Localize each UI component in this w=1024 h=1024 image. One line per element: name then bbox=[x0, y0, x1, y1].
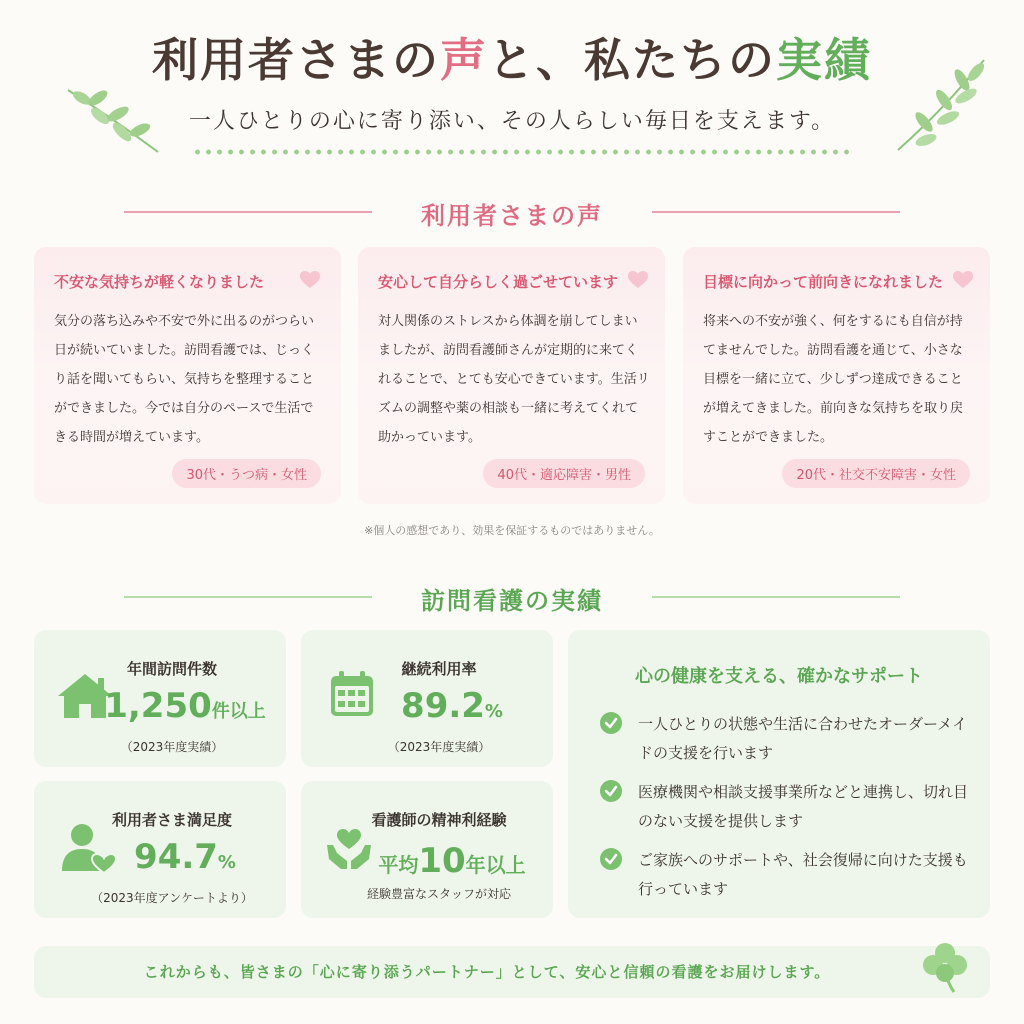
testimonial-card bbox=[358, 247, 665, 504]
clover-icon bbox=[920, 940, 970, 996]
dotted-divider bbox=[192, 148, 852, 156]
leaf-branch-left-icon bbox=[60, 80, 170, 160]
support-title: 心の健康を支える、確かなサポート bbox=[635, 666, 923, 687]
testimonial-heading: 目標に向かって前向きになれました bbox=[703, 273, 944, 291]
check-circle-icon bbox=[600, 848, 622, 870]
leaf-branch-right-icon bbox=[888, 50, 998, 160]
title-part-2: 声 bbox=[440, 33, 488, 87]
testimonial-tag: 40代・適応障害・男性 bbox=[483, 459, 645, 488]
stat-label: 継続利用率 bbox=[401, 660, 477, 678]
testimonial-heading: 安心して自分らしく過ごせています bbox=[378, 273, 619, 291]
support-item-text: 医療機関や相談支援事業所などと連携し、切れ目のない支援を提供します bbox=[638, 783, 969, 830]
title-part-4: 実績 bbox=[776, 33, 872, 87]
check-circle-icon bbox=[600, 712, 622, 734]
stat-card-experience bbox=[301, 781, 553, 918]
disclaimer-note: ※個人の感想であり、効果を保証するものではありません。 bbox=[364, 524, 660, 537]
voices-section-title: 利用者さまの声 bbox=[421, 202, 603, 230]
stat-note: （2023年度実績） bbox=[120, 740, 224, 754]
testimonial-tag: 30代・うつ病・女性 bbox=[172, 459, 321, 488]
testimonial-card bbox=[34, 247, 341, 504]
stat-label: 利用者さま満足度 bbox=[111, 811, 232, 829]
heart-icon bbox=[628, 271, 648, 289]
testimonial-body: 将来への不安が強く、何をするにも自信が持てませんでした。訪問看護を通じて、小さな目標を一緒に立て、少しずつ達成できることが増えてきました。前向きな気持ちを取り戻すことができました。 bbox=[703, 314, 964, 445]
stat-card-retention bbox=[301, 630, 553, 767]
support-item-text: ご家族へのサポートや、社会復帰に向けた支援も行っています bbox=[638, 851, 968, 898]
check-circle-icon bbox=[600, 780, 622, 802]
page-subtitle: 一人ひとりの心に寄り添い、その人らしい毎日を支えます。 bbox=[188, 109, 836, 134]
footer-message: これからも、皆さまの「心に寄り添うパートナー」として、安心と信頼の看護をお届けします。 bbox=[143, 963, 831, 981]
stat-value: 平均10年以上 bbox=[378, 841, 526, 881]
results-section-title: 訪問看護の実績 bbox=[421, 587, 603, 615]
heart-icon bbox=[953, 271, 973, 289]
testimonial-body: 対人関係のストレスから体調を崩してしまいましたが、訪問看護師さんが定期的に来てくれることで、とても安心できています。生活リズムの調整や薬の相談も一緒に考えてくれて助かっています。 bbox=[378, 314, 650, 445]
footer-banner bbox=[34, 946, 990, 998]
stat-label: 看護師の精神利経験 bbox=[371, 811, 507, 829]
stat-label: 年間訪問件数 bbox=[126, 660, 217, 678]
stat-note: （2023年度実績） bbox=[387, 740, 491, 754]
testimonial-tag: 20代・社交不安障害・女性 bbox=[782, 459, 970, 488]
stat-value: 1,250件以上 bbox=[104, 686, 266, 726]
stat-note: 経験豊富なスタッフが対応 bbox=[366, 887, 511, 901]
stat-value: 94.7% bbox=[134, 837, 236, 877]
stat-note: （2023年度アンケートより） bbox=[91, 891, 253, 905]
stat-value: 89.2% bbox=[401, 686, 503, 726]
testimonial-body: 気分の落ち込みや不安で外に出るのがつらい日が続いていました。訪問看護では、じっくり話を聞いてもらい、気持ちを整理することができました。今では自分のペースで生活できる時間が増えています。 bbox=[54, 314, 315, 445]
support-panel bbox=[568, 630, 990, 918]
title-part-1: 利用者さまの bbox=[152, 33, 440, 87]
stat-card-satisfaction bbox=[34, 781, 286, 918]
title-part-3: と、私たちの bbox=[488, 33, 776, 87]
testimonial-card bbox=[683, 247, 990, 504]
support-item-text: 一人ひとりの状態や生活に合わせたオーダーメイドの支援を行います bbox=[638, 715, 967, 762]
testimonial-heading: 不安な気持ちが軽くなりました bbox=[54, 273, 265, 291]
stat-card-annual-visits bbox=[34, 630, 286, 767]
heart-icon bbox=[300, 271, 320, 289]
